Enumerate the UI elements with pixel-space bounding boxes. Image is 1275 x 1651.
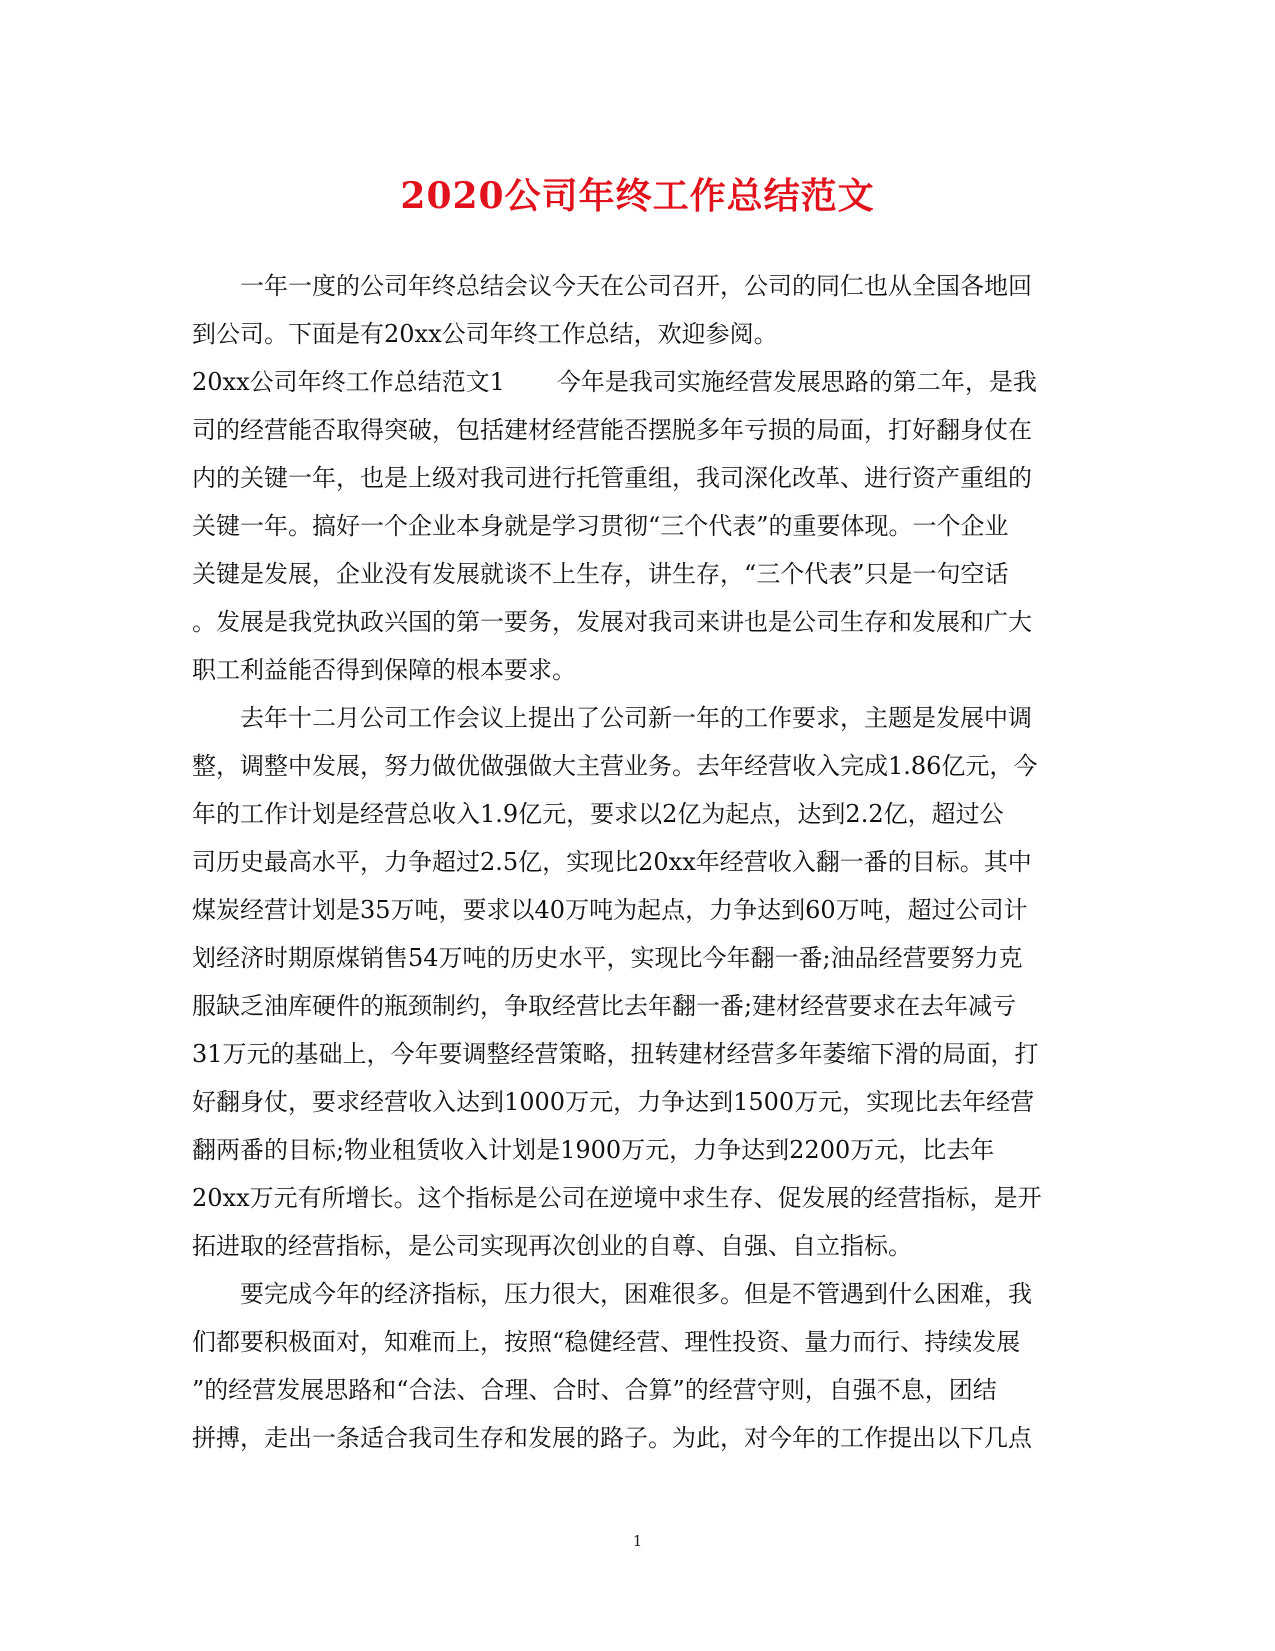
paragraph2-line-5: 煤炭经营计划是35万吨，要求以40万吨为起点，力争达到60万吨，超过公司计 [192, 896, 1028, 924]
section-line-5: 。发展是我党执政兴国的第一要务，发展对我司来讲也是公司生存和发展和广大 [192, 608, 1032, 636]
paragraph3-line-4: 拼搏，走出一条适合我司生存和发展的路子。为此，对今年的工作提出以下几点 [192, 1424, 1032, 1452]
section-first-line-text: 今年是我司实施经营发展思路的第二年，是我 [556, 368, 1037, 396]
paragraph2-line-1: 去年十二月公司工作会议上提出了公司新一年的工作要求，主题是发展中调 [240, 704, 1032, 732]
paragraph2-line-7: 服缺乏油库硬件的瓶颈制约，争取经营比去年翻一番;建材经营要求在去年减亏 [192, 992, 1017, 1020]
paragraph2-line-6: 划经济时期原煤销售54万吨的历史水平，实现比今年翻一番;油品经营要努力克 [192, 944, 1023, 972]
document-title: 2020公司年终工作总结范文 [400, 175, 875, 217]
section-line-3: 关键一年。搞好一个企业本身就是学习贯彻“三个代表”的重要体现。一个企业 [192, 512, 1009, 540]
page-number: 1 [632, 1532, 643, 1550]
section-first-line [192, 358, 1084, 406]
section-line-6: 职工利益能否得到保障的根本要求。 [192, 656, 576, 684]
intro-line-1: 一年一度的公司年终总结会议今天在公司召开，公司的同仁也从全国各地回 [240, 272, 1032, 300]
paragraph2-line-3: 年的工作计划是经营总收入1.9亿元，要求以2亿为起点，达到2.2亿，超过公 [192, 800, 1004, 828]
paragraph3-line-1: 要完成今年的经济指标，压力很大，困难很多。但是不管遇到什么困难，我 [240, 1280, 1032, 1308]
paragraph2-line-8: 31万元的基础上，今年要调整经营策略，扭转建材经营多年萎缩下滑的局面，打 [192, 1040, 1039, 1068]
section-line-1: 司的经营能否取得突破，包括建材经营能否摆脱多年亏损的局面，打好翻身仗在 [192, 416, 1032, 444]
paragraph2-line-2: 整，调整中发展，努力做优做强做大主营业务。去年经营收入完成1.86亿元，今 [192, 752, 1038, 780]
intro-line-2: 到公司。下面是有20xx公司年终工作总结，欢迎参阅。 [192, 320, 778, 348]
paragraph2-line-11: 20xx万元有所增长。这个指标是公司在逆境中求生存、促发展的经营指标，是开 [192, 1184, 1042, 1212]
paragraph2-line-10: 翻两番的目标;物业租赁收入计划是1900万元，力争达到2200万元，比去年 [192, 1136, 995, 1164]
paragraph2-line-9: 好翻身仗，要求经营收入达到1000万元，力争达到1500万元，实现比去年经营 [192, 1088, 1035, 1116]
paragraph3-line-3: ”的经营发展思路和“合法、合理、合时、合算”的经营守则，自强不息，团结 [192, 1376, 997, 1404]
section-line-4: 关键是发展，企业没有发展就谈不上生存，讲生存，“三个代表”只是一句空话 [192, 560, 1009, 588]
section-line-2: 内的关键一年，也是上级对我司进行托管重组，我司深化改革、进行资产重组的 [192, 464, 1032, 492]
paragraph2-line-4: 司历史最高水平，力争超过2.5亿，实现比20xx年经营收入翻一番的目标。其中 [192, 848, 1032, 876]
section-heading: 20xx公司年终工作总结范文1 [192, 368, 505, 396]
paragraph3-line-2: 们都要积极面对，知难而上，按照“稳健经营、理性投资、量力而行、持续发展 [192, 1328, 1021, 1356]
document-body [192, 262, 1084, 1462]
paragraph2-line-12: 拓进取的经营指标，是公司实现再次创业的自尊、自强、自立指标。 [192, 1232, 912, 1260]
